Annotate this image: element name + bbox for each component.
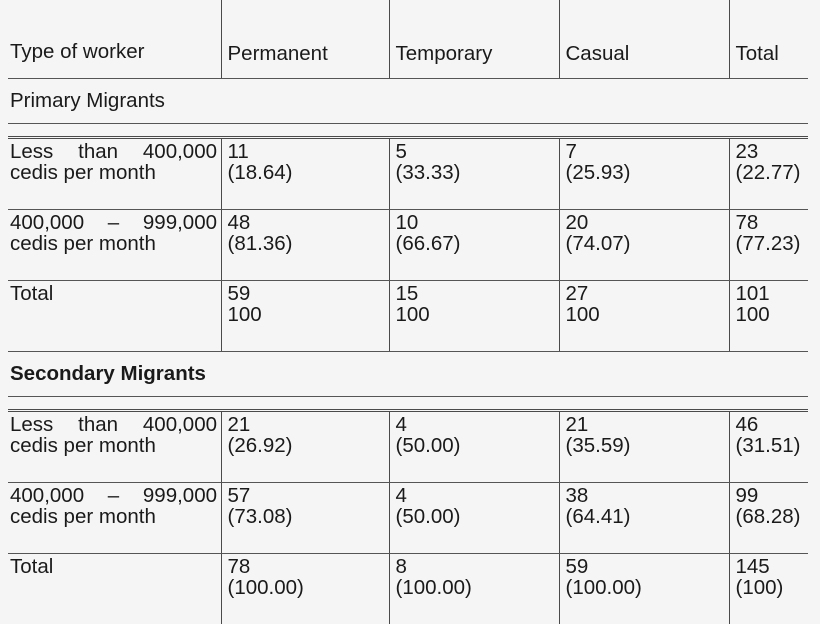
cell-casual [559, 138, 729, 210]
worker-type-distribution-table [8, 0, 808, 624]
cell-count: 5 [395, 140, 407, 163]
cell-count: 21 [227, 413, 251, 436]
section-spacer [8, 124, 808, 138]
cell-count: 4 [395, 484, 407, 507]
cell-permanent [221, 554, 389, 624]
cell-permanent [221, 138, 389, 210]
cell-percent: 100 [735, 303, 770, 327]
cell-percent: (77.23) [735, 232, 801, 256]
cell-total [729, 281, 808, 352]
cell-count: 21 [565, 413, 589, 436]
row-label-less-than-400000-primary [8, 138, 221, 210]
table-header-row [8, 0, 808, 79]
cell-count: 59 [227, 282, 251, 305]
cell-temporary [389, 281, 559, 352]
cell-percent: (18.64) [227, 161, 293, 185]
cell-casual [559, 281, 729, 352]
row-label-line2: cedis per month [10, 232, 156, 256]
section-title-row-secondary-migrants [8, 352, 808, 397]
cell-percent: (50.00) [395, 434, 461, 458]
cell-count: 59 [565, 555, 589, 578]
cell-percent: (100.00) [227, 576, 304, 600]
cell-percent: (33.33) [395, 161, 461, 185]
cell-permanent [221, 281, 389, 352]
section-title-row-primary-migrants [8, 79, 808, 124]
cell-permanent [221, 210, 389, 281]
cell-count: 15 [395, 282, 419, 305]
cell-casual [559, 210, 729, 281]
table-row [8, 411, 808, 483]
cell-total [729, 554, 808, 624]
cell-total [729, 138, 808, 210]
cell-count: 46 [735, 413, 759, 436]
cell-percent: 100 [227, 303, 262, 327]
cell-count: 20 [565, 211, 589, 234]
cell-count: 101 [735, 282, 770, 305]
cell-temporary [389, 138, 559, 210]
cell-total [729, 411, 808, 483]
row-label-line1: Less than 400,000 [10, 413, 217, 436]
cell-count: 11 [227, 140, 249, 163]
table-row [8, 138, 808, 210]
table-row [8, 483, 808, 554]
cell-count: 38 [565, 484, 589, 507]
cell-permanent [221, 411, 389, 483]
cell-casual [559, 554, 729, 624]
cell-temporary [389, 210, 559, 281]
column-header-permanent: Permanent [221, 0, 389, 79]
cell-temporary [389, 554, 559, 624]
cell-percent: (22.77) [735, 161, 801, 185]
cell-percent: (74.07) [565, 232, 631, 256]
cell-total [729, 210, 808, 281]
row-label-total: Total [8, 281, 221, 352]
cell-percent: (35.59) [565, 434, 631, 458]
row-label-400000-999000-secondary [8, 483, 221, 554]
cell-percent: (50.00) [395, 505, 461, 529]
cell-percent: (100.00) [565, 576, 642, 600]
column-header-temporary: Temporary [389, 0, 559, 79]
row-label-line1: Less than 400,000 [10, 140, 217, 163]
cell-casual [559, 483, 729, 554]
cell-percent: (25.93) [565, 161, 631, 185]
cell-casual [559, 411, 729, 483]
cell-count: 8 [395, 555, 407, 578]
cell-percent: 100 [395, 303, 430, 327]
cell-count: 48 [227, 211, 251, 234]
cell-count: 145 [735, 555, 770, 578]
section-title-primary-migrants: Primary Migrants [8, 79, 808, 124]
cell-percent: (81.36) [227, 232, 293, 256]
row-label-total: Total [10, 555, 54, 578]
row-label-400000-999000-primary [8, 210, 221, 281]
cell-count: 4 [395, 413, 407, 436]
row-label-less-than-400000-secondary [8, 411, 221, 483]
cell-percent: (68.28) [735, 505, 801, 529]
cell-temporary [389, 411, 559, 483]
row-label-line2: cedis per month [10, 505, 156, 529]
cell-percent: 100 [565, 303, 600, 327]
cell-count: 27 [565, 282, 589, 305]
cell-count: 10 [395, 211, 419, 234]
cell-count: 78 [227, 555, 251, 578]
column-header-casual: Casual [559, 0, 729, 79]
cell-count: 99 [735, 484, 759, 507]
cell-percent: (26.92) [227, 434, 293, 458]
cell-percent: (64.41) [565, 505, 631, 529]
cell-percent: (73.08) [227, 505, 293, 529]
column-header-type-of-worker: Type of worker [8, 0, 221, 79]
column-header-total: Total [729, 0, 808, 79]
table-row [8, 210, 808, 281]
row-label-line1: 400,000 – 999,000 [10, 484, 217, 507]
cell-percent: (100.00) [395, 576, 472, 600]
cell-permanent [221, 483, 389, 554]
section-title-secondary-migrants: Secondary Migrants [8, 352, 808, 397]
table-total-row-secondary [8, 554, 808, 624]
cell-percent: (31.51) [735, 434, 801, 458]
table-total-row-primary [8, 281, 808, 352]
cell-count: 7 [565, 140, 577, 163]
cell-count: 23 [735, 140, 759, 163]
section-spacer [8, 397, 808, 411]
row-label-line2: cedis per month [10, 161, 156, 185]
cell-count: 78 [735, 211, 759, 234]
cell-percent: (66.67) [395, 232, 461, 256]
row-label-line2: cedis per month [10, 434, 156, 458]
cell-total [729, 483, 808, 554]
cell-temporary [389, 483, 559, 554]
cell-percent: (100) [735, 576, 784, 600]
cell-count: 57 [227, 484, 251, 507]
row-label-line1: 400,000 – 999,000 [10, 211, 217, 234]
